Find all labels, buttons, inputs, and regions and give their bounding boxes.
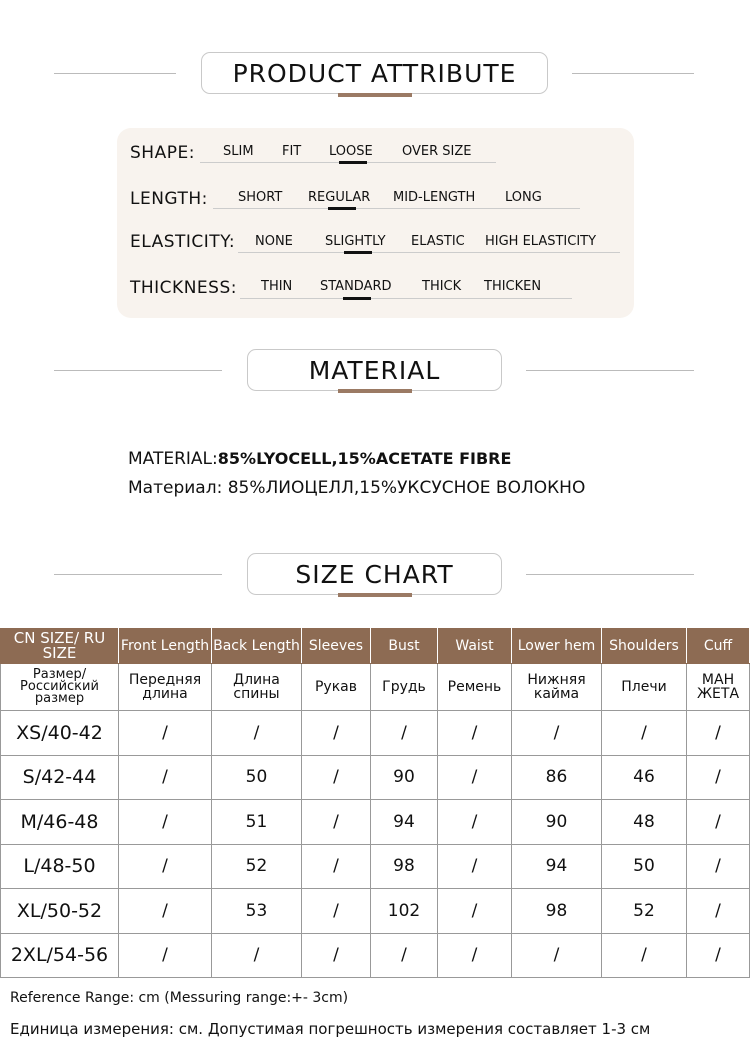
measurement-cell: /	[302, 844, 371, 889]
measurement-cell: /	[687, 800, 750, 845]
divider	[54, 370, 222, 371]
measurement-cell: /	[438, 844, 512, 889]
section-title-size-chart: SIZE CHART	[247, 553, 502, 595]
attr-option-selected: REGULAR	[308, 190, 371, 205]
measurement-cell: /	[371, 933, 438, 978]
material-value-en: 85%LYOCELL,15%ACETATE FIBRE	[217, 449, 512, 468]
attr-option: THIN	[261, 279, 293, 294]
measurement-cell: /	[687, 933, 750, 978]
measurement-cell: 52	[212, 844, 302, 889]
title-accent-bar	[338, 389, 412, 393]
measurement-cell: /	[212, 711, 302, 756]
selected-marker	[343, 297, 371, 300]
attr-option: THICKEN	[484, 279, 542, 294]
column-header: Waist	[438, 629, 512, 664]
attr-line	[240, 298, 572, 299]
measurement-cell: /	[512, 711, 602, 756]
table-row	[1, 933, 750, 978]
column-header: CN SIZE/ RU SIZE	[1, 629, 119, 664]
measurement-cell: /	[119, 844, 212, 889]
attr-label-shape: SHAPE:	[130, 143, 195, 163]
footer-reference-en: Reference Range: cm (Messuring range:+- 3cm)	[10, 990, 349, 1006]
measurement-cell: /	[302, 755, 371, 800]
table-row	[1, 889, 750, 934]
column-header: Cuff	[687, 629, 750, 664]
table-row	[1, 800, 750, 845]
table-row	[1, 844, 750, 889]
size-chart-table	[0, 628, 750, 978]
attr-option: OVER SIZE	[402, 144, 472, 159]
column-header-ru: МАН ЖЕТА	[687, 664, 750, 711]
attr-label-elasticity: ELASTICITY:	[130, 232, 236, 252]
size-cell: S/42-44	[1, 755, 119, 800]
measurement-cell: /	[602, 711, 687, 756]
selected-marker	[344, 251, 372, 254]
measurement-cell: /	[119, 711, 212, 756]
measurement-cell: 50	[212, 755, 302, 800]
measurement-cell: /	[438, 800, 512, 845]
measurement-cell: 90	[512, 800, 602, 845]
measurement-cell: /	[438, 889, 512, 934]
measurement-cell: /	[687, 755, 750, 800]
column-header-ru: Рукав	[302, 664, 371, 711]
column-header-ru: Длина спины	[212, 664, 302, 711]
size-cell: XS/40-42	[1, 711, 119, 756]
selected-marker	[339, 161, 367, 164]
measurement-cell: 94	[512, 844, 602, 889]
column-header: Sleeves	[302, 629, 371, 664]
measurement-cell: /	[119, 933, 212, 978]
measurement-cell: 94	[371, 800, 438, 845]
measurement-cell: 50	[602, 844, 687, 889]
attr-option: THICK	[422, 279, 462, 294]
attr-option: HIGH ELASTICITY	[485, 234, 597, 249]
footer-reference-ru: Единица измерения: см. Допустимая погрешность измерения составляет 1-3 см	[10, 1020, 651, 1038]
measurement-cell: 86	[512, 755, 602, 800]
measurement-cell: 98	[512, 889, 602, 934]
table-row	[1, 755, 750, 800]
measurement-cell: /	[212, 933, 302, 978]
measurement-cell: 46	[602, 755, 687, 800]
size-cell: L/48-50	[1, 844, 119, 889]
attr-option: MID-LENGTH	[393, 190, 476, 205]
title-accent-bar	[338, 93, 412, 97]
attr-option-selected: STANDARD	[320, 279, 392, 294]
title-accent-bar	[338, 593, 412, 597]
column-header-ru: Грудь	[371, 664, 438, 711]
measurement-cell: /	[302, 889, 371, 934]
column-header-ru: Нижняя кайма	[512, 664, 602, 711]
size-cell: XL/50-52	[1, 889, 119, 934]
measurement-cell: /	[302, 800, 371, 845]
divider	[526, 370, 694, 371]
divider	[54, 574, 222, 575]
divider	[54, 73, 176, 74]
size-cell: 2XL/54-56	[1, 933, 119, 978]
material-label-ru: Материал:	[128, 478, 223, 498]
measurement-cell: /	[687, 889, 750, 934]
measurement-cell: /	[119, 755, 212, 800]
measurement-cell: /	[512, 933, 602, 978]
measurement-cell: /	[302, 933, 371, 978]
attr-option: ELASTIC	[411, 234, 465, 249]
measurement-cell: /	[438, 933, 512, 978]
column-header-ru: Передняя длина	[119, 664, 212, 711]
column-header: Lower hem	[512, 629, 602, 664]
column-header: Back Length	[212, 629, 302, 664]
table-row	[1, 711, 750, 756]
section-title-material: MATERIAL	[247, 349, 502, 391]
column-header: Shoulders	[602, 629, 687, 664]
measurement-cell: /	[602, 933, 687, 978]
measurement-cell: 51	[212, 800, 302, 845]
measurement-cell: /	[687, 711, 750, 756]
column-header-ru: Размер/ Российский размер	[1, 664, 119, 711]
selected-marker	[328, 207, 356, 210]
material-label-en: MATERIAL:	[128, 449, 218, 469]
measurement-cell: /	[371, 711, 438, 756]
attr-option: NONE	[255, 234, 293, 249]
attr-line	[238, 252, 620, 253]
column-header: Bust	[371, 629, 438, 664]
measurement-cell: /	[687, 844, 750, 889]
attr-option: LONG	[505, 190, 542, 205]
measurement-cell: 102	[371, 889, 438, 934]
measurement-cell: /	[119, 800, 212, 845]
divider	[526, 574, 694, 575]
size-cell: M/46-48	[1, 800, 119, 845]
measurement-cell: 52	[602, 889, 687, 934]
attr-option-selected: LOOSE	[329, 144, 373, 159]
section-title-attribute: PRODUCT ATTRIBUTE	[201, 52, 548, 94]
measurement-cell: /	[119, 889, 212, 934]
measurement-cell: 98	[371, 844, 438, 889]
measurement-cell: 48	[602, 800, 687, 845]
measurement-cell: 53	[212, 889, 302, 934]
attr-label-length: LENGTH:	[130, 189, 208, 209]
measurement-cell: /	[302, 711, 371, 756]
attr-option: SHORT	[238, 190, 283, 205]
column-header: Front Length	[119, 629, 212, 664]
attr-label-thickness: THICKNESS:	[130, 278, 237, 298]
column-header-ru: Ремень	[438, 664, 512, 711]
material-value-ru: 85%ЛИОЦЕЛЛ,15%УКСУСНОЕ ВОЛОКНО	[227, 478, 586, 498]
attr-line	[213, 208, 580, 209]
divider	[572, 73, 694, 74]
attr-option: SLIM	[223, 144, 254, 159]
measurement-cell: /	[438, 755, 512, 800]
measurement-cell: 90	[371, 755, 438, 800]
column-header-ru: Плечи	[602, 664, 687, 711]
measurement-cell: /	[438, 711, 512, 756]
attr-option: FIT	[282, 144, 302, 159]
attr-option-selected: SLIGHTLY	[325, 234, 386, 249]
